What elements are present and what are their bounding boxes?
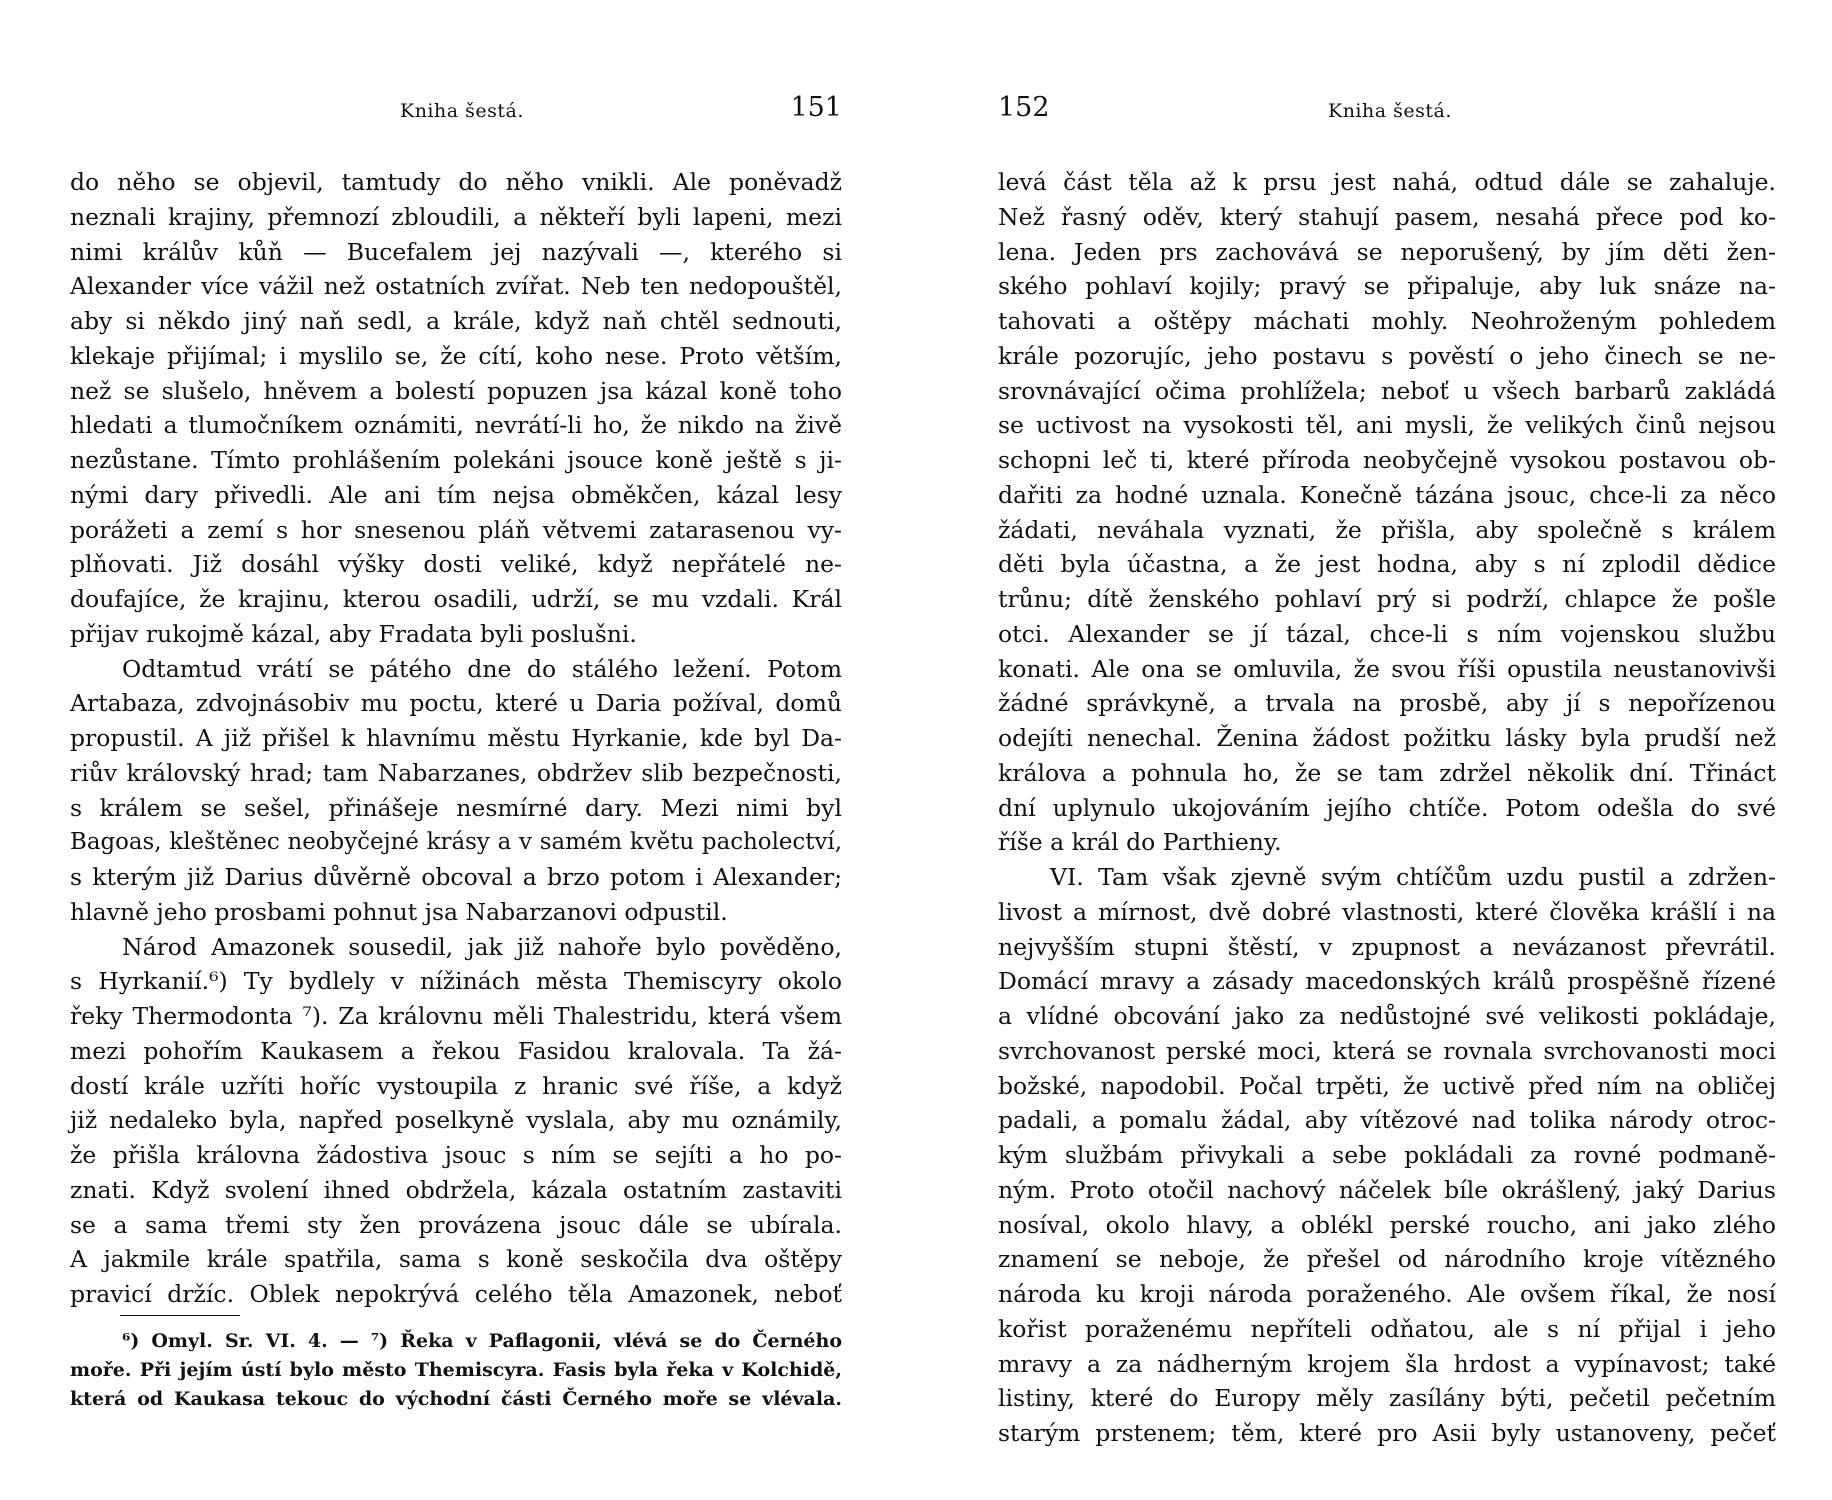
text-line: říše a král do Parthieny. bbox=[998, 828, 1282, 857]
text-line: Alexander více vážil než ostatních zvířat. Neb ten nedopouštěl, bbox=[70, 272, 842, 301]
text-line: s kterým již Darius důvěrně obcoval a brzo potom i Alexander; bbox=[70, 863, 842, 891]
text-line: livost a mírnost, dvě dobré vlastnosti, které člověka krášlí i na bbox=[998, 897, 1776, 926]
text-line: nimi králův kůň — Bucefalem jej nazývali —, kterého si bbox=[70, 237, 842, 266]
text-line: starým prstenem; těm, které pro Asii byly ustanoveny, pečeť bbox=[998, 1419, 1776, 1447]
footnote-divider bbox=[120, 1315, 240, 1316]
text-line: národa ku kroji národa poraženého. Ale ovšem říkal, že nosí bbox=[998, 1280, 1776, 1308]
text-line: Artabaza, zdvojnásobiv mu poctu, které u Daria požíval, domů bbox=[70, 689, 842, 718]
text-line: se a sama třemi sty žen provázena jsouc dále se ubírala. bbox=[70, 1210, 842, 1239]
text-line: nosíval, okolo hlavy, a oblékl perské roucho, ani jako zlého bbox=[998, 1210, 1776, 1239]
text-line: padali, a pomalu žádal, aby vítězové nad tolika národy otroc- bbox=[998, 1106, 1776, 1135]
right-running-title: Kniha šestá. bbox=[1328, 100, 1452, 122]
text-line: riův královský hrad; tam Nabarzanes, obdržev slib bezpečnosti, bbox=[70, 758, 842, 787]
text-line: kořist poraženému nepříteli odňatou, ale s ní přijal i jeho bbox=[998, 1314, 1776, 1343]
right-page-number: 152 bbox=[998, 92, 1050, 123]
text-line: otci. Alexander se jí tázal, chce-li s ním vojenskou službu bbox=[998, 619, 1776, 648]
text-line: dostí krále uzříti hoříc vystoupila z hranic své říše, a když bbox=[70, 1071, 842, 1100]
text-line: VI. Tam však zjevně svým chtíčům uzdu pustil a zdržen- bbox=[1050, 863, 1776, 891]
text-line: lena. Jeden prs zachovává se neporušený, by jím děti žen- bbox=[998, 237, 1776, 266]
text-line: ského pohlaví kojily; pravý se připaluje, aby luk snáze na- bbox=[998, 272, 1776, 301]
text-line: králova a pohnula ho, že se tam zdržel několik dní. Třináct bbox=[998, 758, 1776, 787]
text-line: nými dary přivedli. Ale ani tím nejsa obměkčen, kázal lesy bbox=[70, 480, 842, 509]
text-line: tahovati a oštěpy máchati mohly. Neohroženým pohledem bbox=[998, 307, 1776, 335]
text-line: a vlídné obcování jako za nedůstojné své velikosti pokládaje, bbox=[998, 1002, 1776, 1030]
left-running-title: Kniha šestá. bbox=[400, 100, 524, 122]
text-line: řeky Thermodonta ⁷). Za královnu měli Thalestridu, která všem bbox=[70, 1002, 842, 1030]
text-line: levá část těla až k prsu jest nahá, odtud dále se zahaluje. bbox=[998, 168, 1776, 196]
text-line: božské, napodobil. Počal trpěti, že uctivě před ním na obličej bbox=[998, 1071, 1776, 1100]
text-line: žádné správkyně, a trvala na prosbě, aby jí s nepořízenou bbox=[998, 689, 1776, 718]
text-line: Než řasný oděv, který stahují pasem, nesahá přece pod ko- bbox=[998, 202, 1776, 231]
text-line: schopni leč ti, které příroda neobyčejně vysokou postavou ob- bbox=[998, 446, 1776, 474]
text-line: dní uplynulo ukojováním jejího chtíče. Potom odešla do své bbox=[998, 793, 1776, 822]
text-line: neznali krajiny, přemnozí zbloudili, a někteří byli lapeni, mezi bbox=[70, 202, 842, 231]
left-footnotes bbox=[70, 1327, 842, 1414]
left-running-head bbox=[70, 92, 842, 132]
text-line: A jakmile krále spatřila, sama s koně seskočila dva oštěpy bbox=[70, 1245, 842, 1274]
text-line: děti byla účastna, a že jest hodna, aby s ní zplodil dědice bbox=[998, 550, 1776, 579]
text-line: mravy a za nádherným krojem šla hrdost a vypínavost; také bbox=[998, 1349, 1776, 1378]
text-line: konati. Ale ona se omluvila, že svou říši opustila neustanovivši bbox=[998, 654, 1776, 683]
text-line: aby si někdo jiný naň sedl, a krále, když naň chtěl sednouti, bbox=[70, 307, 842, 335]
text-line: mezi pohořím Kaukasem a řekou Fasidou kralovala. Ta žá- bbox=[70, 1036, 842, 1065]
text-line: již nedaleko byla, napřed poselkyně vyslala, aby mu oznámily, bbox=[70, 1106, 842, 1135]
text-line: srovnávající očima prohlížela; neboť u všech barbarů zakládá bbox=[998, 376, 1776, 405]
text-line: nejvyšším stupni štěstí, v zpupnost a nevázanost převrátil. bbox=[998, 932, 1776, 961]
text-line: dařiti za hodné uznala. Konečně tázána jsouc, chce-li za něco bbox=[998, 480, 1776, 509]
text-line: s králem se sešel, přinášeje nesmírné dary. Mezi nimi byl bbox=[70, 793, 842, 822]
text-line: porážeti a zemí s hor snesenou pláň větvemi zatarasenou vy- bbox=[70, 515, 842, 544]
text-line: krále pozorujíc, jeho postavu s pověstí o jeho činech se ne- bbox=[998, 341, 1776, 370]
text-line: že přišla královna žádostiva jsouc s ním se sejíti a ho po- bbox=[70, 1141, 842, 1169]
text-line: znati. Když svolení ihned obdržela, kázala ostatním zastaviti bbox=[70, 1175, 842, 1204]
text-line: klekaje přijímal; i myslilo se, že cítí, koho nese. Proto větším, bbox=[70, 341, 842, 370]
text-line: svrchovanost perské moci, která se rovnala svrchovanosti moci bbox=[998, 1036, 1776, 1065]
text-line: listiny, které do Europy měly zasílány býti, pečetil pečetním bbox=[998, 1384, 1776, 1413]
text-line: odejíti nenechal. Ženina žádost požitku lásky byla prudší než bbox=[998, 724, 1776, 752]
text-line: pravicí držíc. Oblek nepokrývá celého těla Amazonek, neboť bbox=[70, 1280, 842, 1308]
text-line: nezůstane. Tímto prohlášením polekáni jsouce koně ještě s ji- bbox=[70, 446, 842, 474]
text-line: s Hyrkanií.⁶) Ty bydlely v nížinách města Themiscyry okolo bbox=[70, 967, 842, 996]
footnote-line: ⁶) Omyl. Sr. VI. 4. — ⁷) Řeka v Paflagonii, vlévá se do Černého bbox=[122, 1330, 842, 1352]
text-line: propustil. A již přišel k hlavnímu městu Hyrkanie, kde byl Da- bbox=[70, 724, 842, 752]
left-page-text bbox=[70, 165, 842, 1312]
footnote-line: moře. Při jejím ústí bylo město Themiscyra. Fasis byla řeka v Kolchidě, bbox=[70, 1359, 842, 1381]
text-line: než se slušelo, hněvem a bolestí popuzen jsa kázal koně toho bbox=[70, 376, 842, 405]
text-line: se uctivost na vysokosti těl, ani mysli, že velikých činů nejsou bbox=[998, 411, 1776, 440]
text-line: přijav rukojmě kázal, aby Fradata byli poslušni. bbox=[70, 619, 637, 648]
text-line: kým službám přivykali a sebe pokládali za rovné podmaně- bbox=[998, 1141, 1776, 1169]
text-line: do něho se objevil, tamtudy do něho vnikli. Ale poněvadž bbox=[70, 168, 842, 196]
text-line: Bagoas, kleštěnec neobyčejné krásy a v samém květu pacholectví, bbox=[70, 829, 842, 856]
text-line: Domácí mravy a zásady macedonských králů prospěšně řízené bbox=[998, 967, 1776, 996]
right-page bbox=[998, 0, 1776, 1500]
text-line: znamení se neboje, že přešel od národního kroje vítězného bbox=[998, 1245, 1776, 1274]
right-running-head bbox=[998, 92, 1776, 132]
text-line: Odtamtud vrátí se pátého dne do stálého ležení. Potom bbox=[122, 654, 842, 683]
footnote-line: která od Kaukasa tekouc do východní části Černého moře se vlévala. bbox=[70, 1388, 842, 1410]
text-line: Národ Amazonek sousedil, jak již nahoře bylo pověděno, bbox=[122, 932, 842, 961]
text-line: doufajíce, že krajinu, kterou osadili, udrží, se mu vzdali. Král bbox=[70, 585, 842, 613]
text-line: trůnu; dítě ženského pohlaví prý si podrží, chlapce že pošle bbox=[998, 585, 1776, 613]
right-page-text bbox=[998, 165, 1776, 1451]
text-line: žádati, neváhala vyznati, že přišla, aby společně s králem bbox=[998, 515, 1776, 544]
text-line: hlavně jeho prosbami pohnut jsa Nabarzanovi odpustil. bbox=[70, 897, 728, 926]
text-line: plňovati. Již dosáhl výšky dosti veliké, když nepřátelé ne- bbox=[70, 550, 842, 579]
text-line: ným. Proto otočil nachový náčelek bíle okrášlený, jaký Darius bbox=[998, 1175, 1776, 1204]
text-line: hledati a tlumočníkem oznámiti, nevrátí-li ho, že nikdo na živě bbox=[70, 411, 842, 440]
left-page-number: 151 bbox=[790, 92, 842, 123]
left-page bbox=[70, 0, 842, 1500]
